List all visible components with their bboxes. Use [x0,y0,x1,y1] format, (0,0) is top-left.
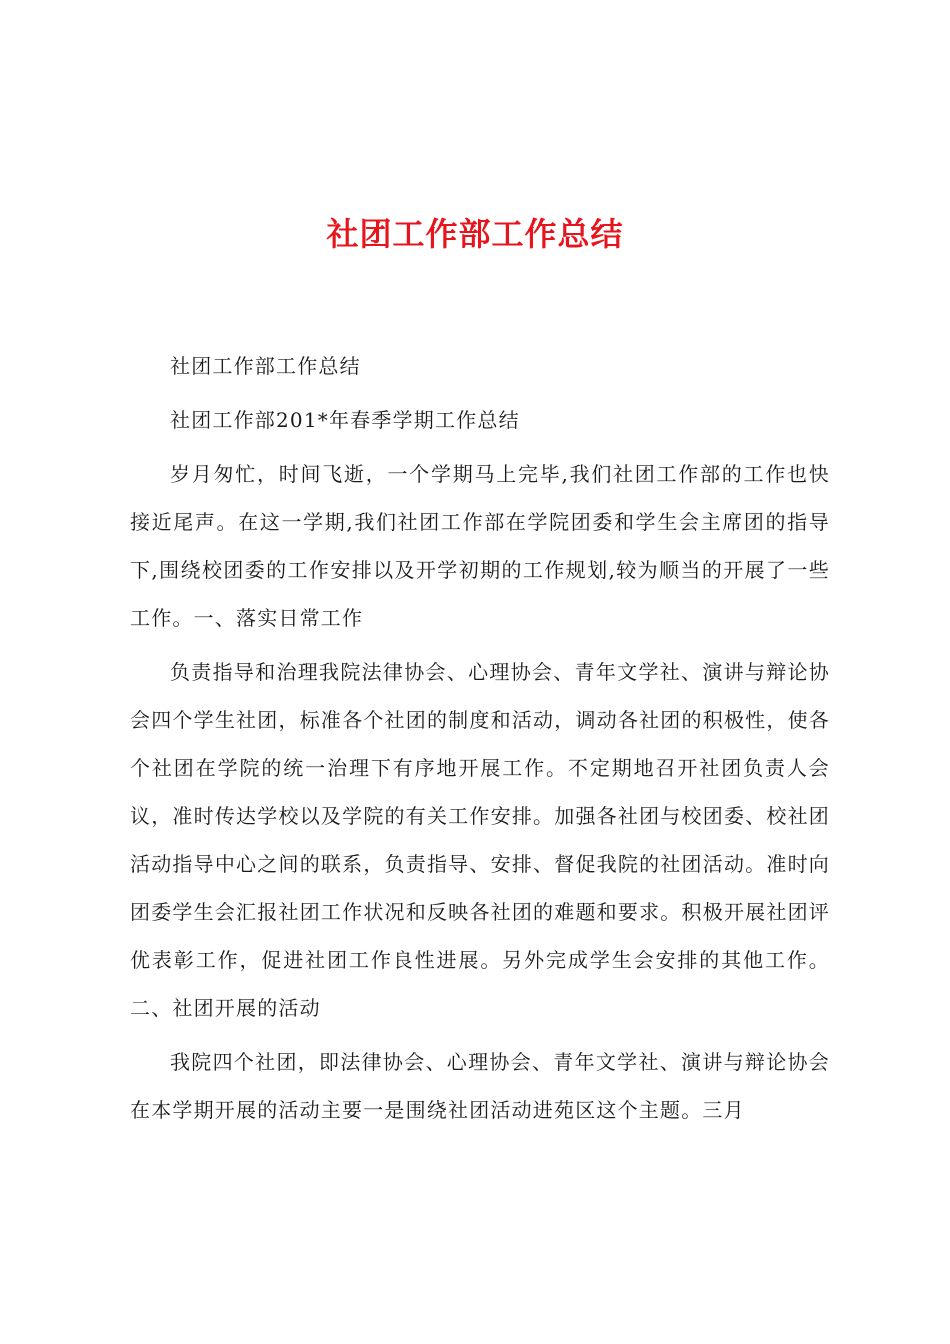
paragraph-subheading: 社团工作部201*年春季学期工作总结 [170,408,520,432]
document-body [130,342,830,1140]
paragraph-activities: 我院四个社团，即法律协会、心理协会、青年文学社、演讲与辩论协会在本学期开展的活动主要一是围绕社团活动进苑区这个主题。三月 [130,1050,830,1122]
paragraph-daily-work: 负责指导和治理我院法律协会、心理协会、青年文学社、演讲与辩论协会四个学生社团，标准各个社团的制度和活动，调动各社团的积极性，使各个社团在学院的统一治理下有序地开展工作。不定期地召开社团负责人会议，准时传达学校以及学院的有关工作安排。加强各社团与校团委、校社团活动指导中心之间的联系，负责指导、安排、督促我院的社团活动。准时向团委学生会汇报社团工作状况和反映各社团的难题和要求。积极开展社团评优表彰工作，促进社团工作良性进展。另外完成学生会安排的其他工作。二、社团开展的活动 [130,660,830,1020]
document-title: 社团工作部工作总结 [326,215,624,253]
paragraph-heading: 社团工作部工作总结 [170,354,361,378]
paragraph-intro: 岁月匆忙，时间飞逝，一个学期马上完毕,我们社团工作部的工作也快接近尾声。在这一学期,我们社团工作部在学院团委和学生会主席团的指导下,围绕校团委的工作安排以及开学初期的工作规划,较为顺当的开展了一些工作。一、落实日常工作 [130,462,830,630]
